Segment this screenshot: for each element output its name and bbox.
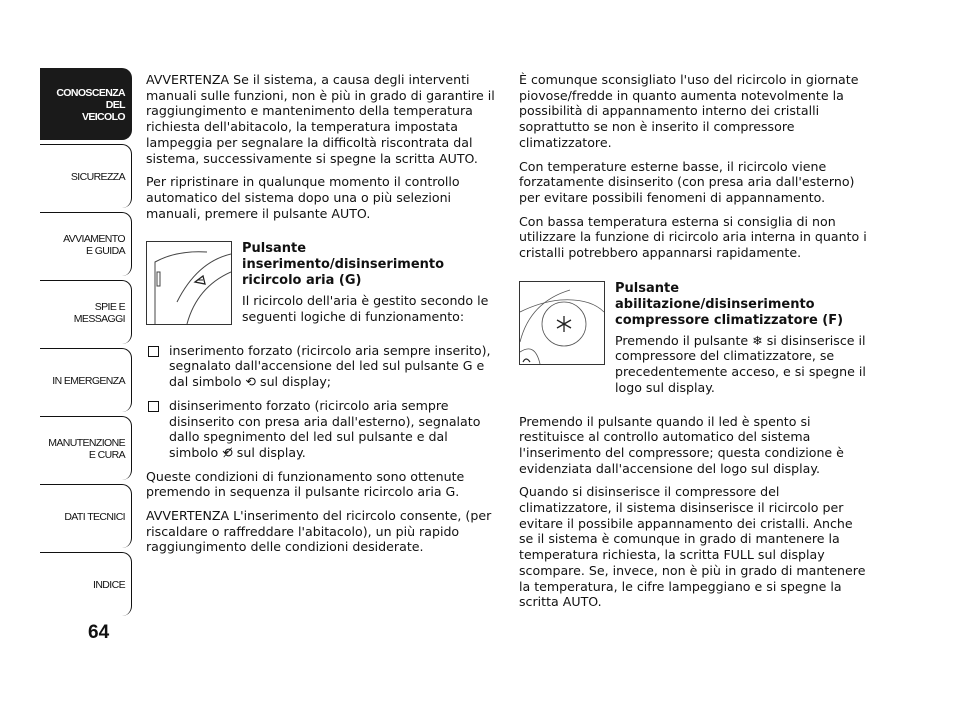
- paragraph: Con bassa temperatura esterna si consiglia di non utilizzare la funzione di ricircolo aria interna in quanto i cristalli potrebbero appannarsi rapidamente.: [519, 213, 867, 261]
- compressor-button-figure: [519, 281, 605, 365]
- left-column: [146, 72, 496, 563]
- paragraph: È comunque sconsigliato l'uso del ricircolo in giornate piovose/fredde in quanto aumenta notevolmente la possibilità di appannamento interno dei cristalli soprattutto se non è inserito il compressore climatizzatore.: [519, 72, 859, 150]
- list-item: inserimento forzato (ricircolo aria sempre inserito), segnalato dall'accensione del led sul pulsante G e dal simbolo ⟲ sul display;: [146, 343, 496, 390]
- bullet-list: [146, 343, 496, 461]
- tab-indice[interactable]: INDICE: [40, 552, 132, 616]
- tab-in-emergenza[interactable]: IN EMERGENZA: [40, 348, 132, 412]
- recirculation-button-icon: [147, 242, 231, 324]
- paragraph: Premendo il pulsante quando il led è spento si restituisce al controllo automatico del sistema l'inserimento del compressore; questa condizione è evidenziata dall'accensione del logo sul display.: [519, 413, 844, 476]
- figure-block: [146, 241, 496, 332]
- tab-conoscenza-del-veicolo[interactable]: CONOSCENZA DEL VEICOLO: [40, 68, 132, 140]
- chapter-sidebar: [40, 68, 132, 620]
- paragraph: Queste condizioni di funzionamento sono ottenute premendo in sequenza il pulsante ricircolo aria G.: [146, 468, 465, 500]
- tab-sicurezza[interactable]: SICUREZZA: [40, 144, 132, 208]
- paragraph: Il ricircolo dell'aria è gestito secondo le seguenti logiche di funzionamento:: [242, 293, 489, 325]
- tab-spie-e-messaggi[interactable]: SPIE E MESSAGGI: [40, 280, 132, 344]
- section-heading: Pulsante inserimento/disinserimento ricircolo aria (G): [242, 241, 445, 289]
- paragraph: Premendo il pulsante ❄ si disinserisce il compressore del climatizzatore, se precedentemente acceso, e si spegne il logo sul display.: [615, 332, 866, 395]
- warning-paragraph: AVVERTENZA Se il sistema, a causa degli interventi manuali sulle funzioni, non è più in grado di garantire il raggiungimento e mantenimento della temperatura richiesta dell'abitacolo, la temperatura impostata lampeggia per segnalare la difficoltà riscontrata dal sistema, successivamente si spegne la scritta AUTO.: [146, 72, 495, 166]
- list-item: disinserimento forzato (ricircolo aria sempre disinserito con presa aria dall'esterno), segnalato dallo spegnimento del led sul pulsante e dal simbolo ⟲̸ sul display.: [146, 398, 496, 461]
- paragraph: Per ripristinare in qualunque momento il controllo automatico del sistema dopo una o più selezioni manuali, premere il pulsante AUTO.: [146, 174, 460, 221]
- paragraph: Quando si disinserisce il compressore del climatizzatore, il sistema disinserisce il ricircolo per evitare il possibile appannamento dei cristalli. Anche se il sistema è comunque in grado di mantenere la temperatura richiesta, la scritta FULL sul display scompare. Se, invece, non è più in grado di mantenere la temperatura, le cifre lampeggiano e si spegne la scritta AUTO.: [519, 484, 866, 610]
- recirculation-button-figure: [146, 241, 232, 325]
- right-column: [519, 72, 869, 618]
- tab-manutenzione-e-cura[interactable]: MANUTENZIONE E CURA: [40, 416, 132, 480]
- page-number: 64: [88, 622, 110, 643]
- tab-dati-tecnici[interactable]: DATI TECNICI: [40, 484, 132, 548]
- tab-avviamento-e-guida[interactable]: AVVIAMENTO E GUIDA: [40, 212, 132, 276]
- snowflake-button-icon: [520, 282, 604, 364]
- paragraph: Con temperature esterne basse, il ricircolo viene forzatamente disinserito (con presa aria dall'esterno) per evitare possibili fenomeni di appannamento.: [519, 158, 855, 205]
- section-heading: Pulsante abilitazione/disinserimento compressore climatizzatore (F): [615, 280, 844, 328]
- figure-block: [519, 281, 869, 404]
- warning-paragraph: AVVERTENZA L'inserimento del ricircolo consente, (per riscaldare o raffreddare l'abitacolo), un più rapido raggiungimento delle condizioni desiderate.: [146, 508, 492, 555]
